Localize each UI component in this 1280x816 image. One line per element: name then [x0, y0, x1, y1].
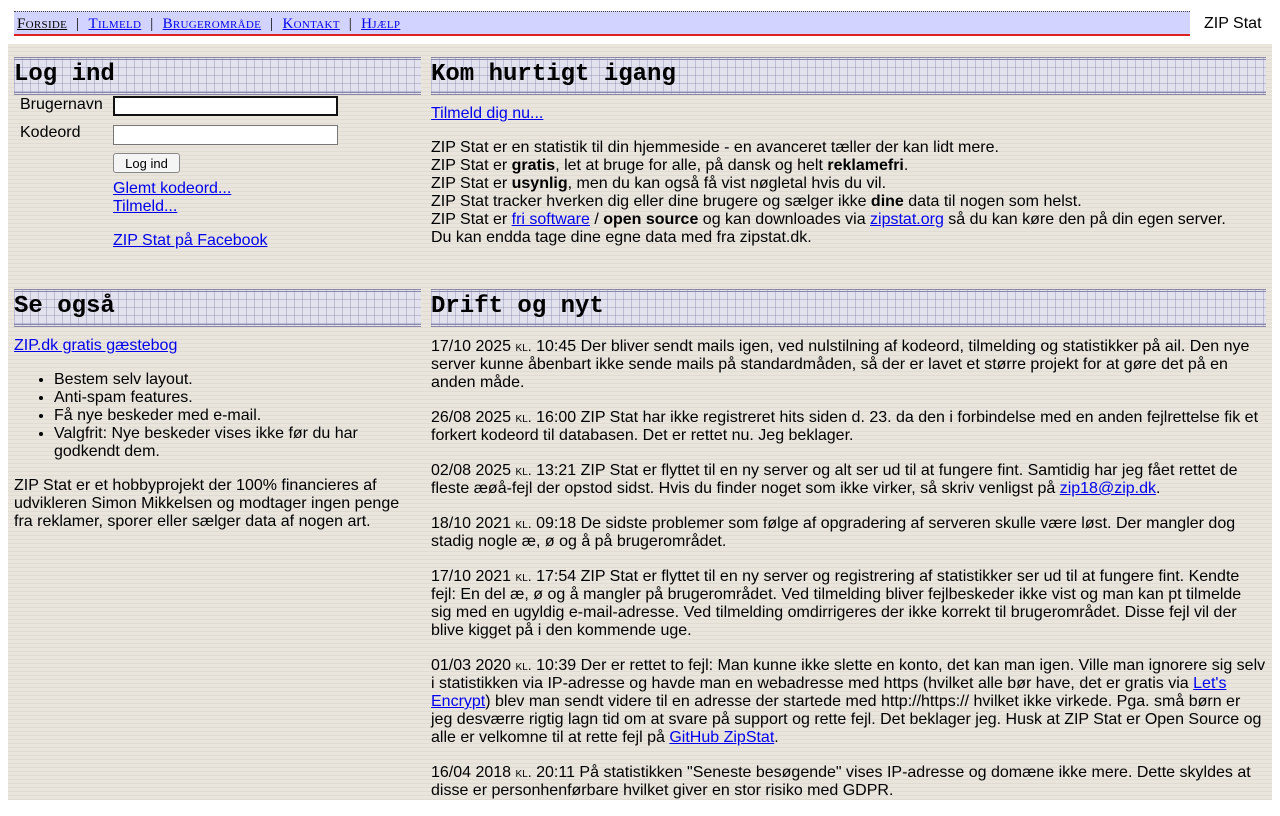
quickstart-line-1: ZIP Stat er en statistik til din hjemmeside - en avanceret tæller der kan lidt mere.	[431, 139, 999, 156]
list-item: • Bestem selv layout.	[54, 371, 421, 389]
quickstart-line-3: ZIP Stat er usynlig, men du kan også få vist nøgletal hvis du vil.	[431, 175, 887, 192]
free-software-link[interactable]: fri software	[511, 211, 590, 228]
nav-tilmeld[interactable]: Tilmeld	[88, 16, 142, 32]
username-input[interactable]	[113, 96, 338, 116]
top-nav: Forside | Tilmeld | Brugerområde | Kontakt | Hjælp	[14, 11, 1190, 36]
password-label: Kodeord	[20, 124, 81, 141]
github-zipstat-link[interactable]: GitHub ZipStat	[669, 729, 775, 746]
list-item: • Valgfrit: Nye beskeder vises ikke før du har godkendt dem.	[54, 425, 421, 461]
facebook-link[interactable]: ZIP Stat på Facebook	[113, 232, 268, 249]
list-item: • Anti-spam features.	[54, 389, 421, 407]
brand-title: ZIP Stat	[1204, 15, 1262, 32]
nav-kontakt[interactable]: Kontakt	[282, 16, 340, 32]
letsencrypt-link[interactable]: Let's Encrypt	[431, 675, 1227, 710]
quickstart-line-2: ZIP Stat er gratis, let at bruge for alle, på dansk og helt reklamefri.	[431, 157, 909, 174]
email-link[interactable]: zip18@zip.dk	[1059, 480, 1156, 497]
quickstart-signup-link[interactable]: Tilmeld dig nu...	[431, 105, 544, 122]
news-item: 16/04 2018 kl. 20:11 På statistikken "Seneste besøgende" vises IP-adresse og domæne ikke mere. Dette skyldes at disse er personhenførbare hvilket giver en stor risiko med GDPR.	[431, 764, 1251, 799]
login-heading: Log ind	[14, 57, 421, 95]
news-item: 18/10 2021 kl. 09:18 De sidste problemer som følge af opgradering af serveren skulle være løst. Der mangler dog stadig nogle æ, ø og å på brugerområdet.	[431, 515, 1236, 550]
nav-forside[interactable]: Forside	[17, 16, 68, 32]
news-item: 02/08 2025 kl. 13:21 ZIP Stat er flyttet til en ny server og alt ser ud til at fungere fint. Samtidig har jeg fået rettet de fleste æøå-fejl der opstod sidst. Hvis du finder noget som ikke virker, så skriv venligst på zip18@zip.dk.	[431, 462, 1238, 497]
news-section	[431, 289, 1266, 799]
guestbook-link[interactable]: ZIP.dk gratis gæstebog	[14, 337, 178, 354]
quickstart-line-4: ZIP Stat tracker hverken dig eller dine brugere og sælger ikke dine data til nogen som helst.	[431, 193, 1082, 210]
nav-brugeromraade[interactable]: Brugerområde	[162, 16, 262, 32]
quickstart-section	[431, 57, 1266, 246]
quickstart-line-5: ZIP Stat er fri software / open source og kan downloades via zipstat.org så du kan køre den på din egen server.	[431, 211, 1226, 228]
seealso-heading: Se også	[14, 289, 421, 327]
news-item: 17/10 2025 kl. 10:45 Der bliver sendt mails igen, ved nulstilning af kodeord, tilmelding og statistikker på ail. Den nye server kunne åbenbart ikke sende mails på standardmåden, så der er lavet et større projekt for at gøre det på en anden måde.	[431, 338, 1250, 391]
news-item: 01/03 2020 kl. 10:39 Der er rettet to fejl: Man kunne ikke slette en konto, det kan man igen. Ville man ignorere sig selv i statistikken via IP-adresse og havde man en webadresse med https (hvilket alle bør have, det er gratis via Let's Encrypt) blev man sendt videre til en adresse der startede med http://https:// hvilket ikke virkede. Pga. små børn er jeg desværre rigtig lagn tid om at svare på support og rette fejl. Det beklager jeg. Husk at ZIP Stat er Open Source og alle er velkomne til at rette fejl på GitHub ZipStat.	[431, 657, 1266, 746]
news-item: 26/08 2025 kl. 16:00 ZIP Stat har ikke registreret hits siden d. 23. da den i forbindelse med en anden fejlrettelse fik et forkert kodeord til databasen. Det er rettet nu. Jeg beklager.	[431, 409, 1259, 444]
zipstat-org-link[interactable]: zipstat.org	[870, 211, 944, 228]
nav-hjaelp[interactable]: Hjælp	[361, 16, 401, 32]
news-heading: Drift og nyt	[431, 289, 1266, 327]
seealso-section	[14, 289, 421, 530]
list-item: • Få nye beskeder med e-mail.	[54, 407, 421, 425]
feature-list	[14, 371, 421, 461]
login-button[interactable]: Log ind	[113, 153, 180, 173]
quickstart-heading: Kom hurtigt igang	[431, 57, 1266, 95]
about-text: ZIP Stat er et hobbyprojekt der 100% financieres af udvikleren Simon Mikkelsen og modtager ingen penge fra reklamer, sporer eller sælger data af nogen art.	[14, 477, 400, 530]
password-input[interactable]	[113, 125, 338, 145]
news-item: 17/10 2021 kl. 17:54 ZIP Stat er flyttet til en ny server og registrering af statistikker ser ud til at fungere fint. Kendte fejl: En del æ, ø og å mangler på brugerområdet. Ved tilmelding bliver fejlbeskeder ikke vist og man kan pt tilmelde sig med en ugyldig e-mail-adresse. Ved tilmelding omdirrigeres der ikke korrekt til brugerområdet. Disse fejl vil der blive kigget på i den kommende uge.	[431, 568, 1242, 639]
login-section	[14, 57, 421, 95]
forgot-password-link[interactable]: Glemt kodeord...	[113, 180, 232, 197]
username-label: Brugernavn	[20, 96, 103, 113]
signup-link[interactable]: Tilmeld...	[113, 198, 178, 215]
quickstart-line-6: Du kan endda tage dine egne data med fra zipstat.dk.	[431, 229, 812, 246]
